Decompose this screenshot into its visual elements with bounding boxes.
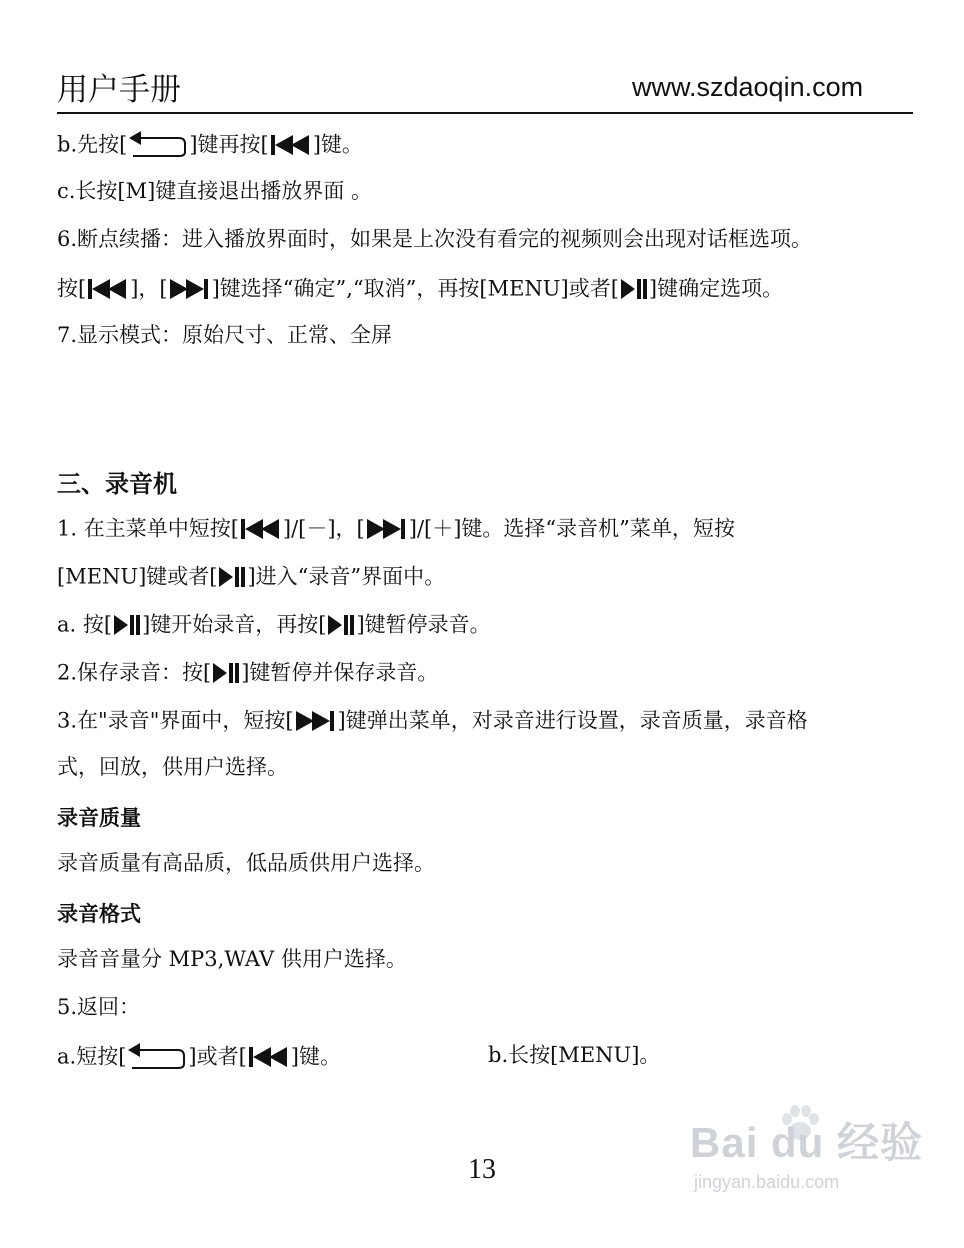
text-line: 录音音量分 MP3,WAV 供用户选择。 <box>57 947 407 971</box>
text-line <box>57 560 445 590</box>
play-pause-icon <box>619 276 649 302</box>
text-line <box>57 656 438 686</box>
prev-track-icon <box>269 132 313 158</box>
prev-track-icon <box>86 276 130 302</box>
next-track-icon <box>365 516 409 542</box>
play-pause-icon <box>112 612 142 638</box>
text-segment: 2.保存录音：按[ <box>57 660 212 685</box>
subheading-quality: 录音质量 <box>57 806 141 830</box>
text-line <box>57 608 491 638</box>
text-segment: ]键再按[ <box>189 132 269 157</box>
text-line <box>57 272 783 302</box>
text-line: 6.断点续播：进入播放界面时，如果是上次没有看完的视频则会出现对话框选项。 <box>57 227 813 251</box>
text-line <box>57 128 363 158</box>
prev-track-icon <box>239 516 283 542</box>
prev-track-icon <box>247 1044 291 1070</box>
text-segment: b.先按[ <box>57 132 128 157</box>
text-segment: ]键确定选项。 <box>648 276 784 301</box>
text-line: 录音质量有高品质，低品质供用户选择。 <box>57 851 435 875</box>
text-segment: a.短按[ <box>57 1044 127 1069</box>
header-title: 用户手册 <box>57 72 181 108</box>
play-pause-icon <box>326 612 356 638</box>
text-line: 7.显示模式：原始尺寸、正常、全屏 <box>57 323 393 347</box>
text-segment: ]或者[ <box>188 1044 247 1069</box>
text-segment: ]，[ <box>130 276 168 301</box>
text-line <box>57 704 808 734</box>
text-segment: ]键弹出菜单，对录音进行设置，录音质量，录音格 <box>337 708 808 733</box>
play-pause-icon <box>211 660 241 686</box>
text-segment: ]键。 <box>312 132 363 157</box>
watermark <box>690 1110 923 1193</box>
page-number: 13 <box>468 1154 496 1185</box>
section-heading: 三、录音机 <box>57 470 177 498</box>
text-segment: a. 按[ <box>57 612 113 637</box>
text-segment: 3.在"录音"界面中，短按[ <box>57 708 294 733</box>
text-segment: ]/[－]，[ <box>282 516 365 541</box>
text-line: 式，回放，供用户选择。 <box>57 755 288 779</box>
text-line: 5.返回： <box>57 995 141 1019</box>
text-line <box>57 1040 341 1070</box>
text-segment: 按[ <box>57 276 87 301</box>
play-pause-icon <box>217 564 247 590</box>
watermark-site: jingyan.baidu.com <box>694 1172 840 1192</box>
back-arrow-icon <box>126 1042 188 1072</box>
back-arrow-icon <box>127 130 189 160</box>
text-segment: ]键暂停录音。 <box>356 612 491 637</box>
header-url[interactable]: www.szdaoqin.com <box>632 72 864 102</box>
text-segment: ]/[＋]键。选择“录音机”菜单，短按 <box>408 516 735 541</box>
watermark-brand: Bai du 经验 <box>690 1119 924 1166</box>
text-segment: ]键暂停并保存录音。 <box>241 660 439 685</box>
subheading-format: 录音格式 <box>57 902 141 926</box>
next-track-icon <box>294 708 338 734</box>
text-line: c.长按[M]键直接退出播放界面 。 <box>57 179 372 203</box>
text-segment: [MENU]键或者[ <box>57 564 218 589</box>
text-line: b.长按[MENU]。 <box>488 1043 661 1067</box>
text-segment: ]键。 <box>290 1044 341 1069</box>
text-segment: 1. 在主菜单中短按[ <box>57 516 239 541</box>
next-track-icon <box>168 276 212 302</box>
text-segment: ]键选择“确定”,“取消”，再按[MENU]或者[ <box>211 276 619 301</box>
text-segment: ]键开始录音，再按[ <box>142 612 327 637</box>
header-rule <box>57 112 913 114</box>
text-line <box>57 512 735 542</box>
text-segment: ]进入“录音”界面中。 <box>247 564 446 589</box>
